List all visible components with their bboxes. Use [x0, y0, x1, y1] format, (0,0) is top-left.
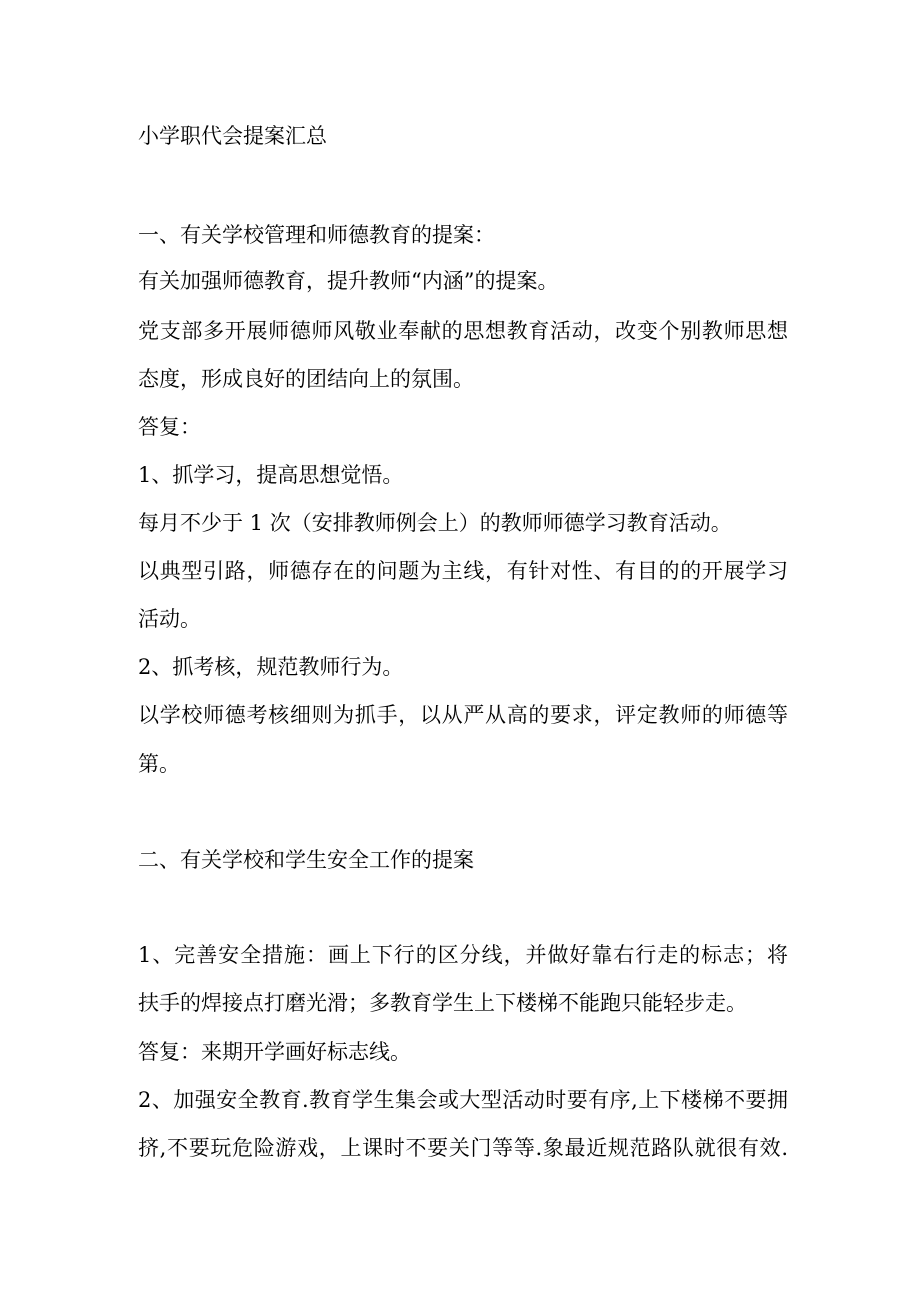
section-1-line-1: 有关加强师德教育，提升教师“内涵”的提案。 — [138, 269, 559, 293]
section-1-line-10: 以学校师德考核细则为抓手，以从严从高的要求，评定教师的师德等 — [138, 703, 788, 727]
section-1-line-8: 活动。 — [138, 607, 201, 631]
section-1-line-2: 党支部多开展师德师风敬业奉献的思想教育活动，改变个别教师思想 — [138, 319, 788, 343]
section-2-line-2: 扶手的焊接点打磨光滑；多教育学生上下楼梯不能跑只能轻步走。 — [138, 991, 747, 1015]
section-2-line-4: 2、加强安全教育.教育学生集会或大型活动时要有序,上下楼梯不要拥 — [138, 1088, 788, 1112]
section-1-line-5: 1、抓学习，提高思想觉悟。 — [138, 463, 404, 487]
document-title: 小学职代会提案汇总 — [138, 124, 327, 148]
section-1-line-3: 态度，形成良好的团结向上的氛围。 — [138, 367, 474, 391]
section-1-line-11: 第。 — [138, 752, 180, 776]
section-1-reply-label: 答复： — [138, 415, 201, 439]
section-1-line-6: 每月不少于 1 次（安排教师例会上）的教师师德学习教育活动。 — [138, 511, 732, 535]
section-2-heading: 二、有关学校和学生安全工作的提案 — [138, 848, 474, 872]
section-1-heading: 一、有关学校管理和师德教育的提案： — [138, 223, 495, 247]
section-2-reply-line: 答复：来期开学画好标志线。 — [138, 1040, 411, 1064]
section-2-line-5: 挤,不要玩危险游戏，上课时不要关门等等.象最近规范路队就很有效. — [138, 1136, 788, 1160]
section-1-line-7: 以典型引路，师德存在的问题为主线，有针对性、有目的的开展学习 — [138, 559, 788, 583]
section-2-line-1: 1、完善安全措施：画上下行的区分线，并做好靠右行走的标志；将 — [138, 943, 788, 967]
section-1-line-9: 2、抓考核，规范教师行为。 — [138, 655, 404, 679]
